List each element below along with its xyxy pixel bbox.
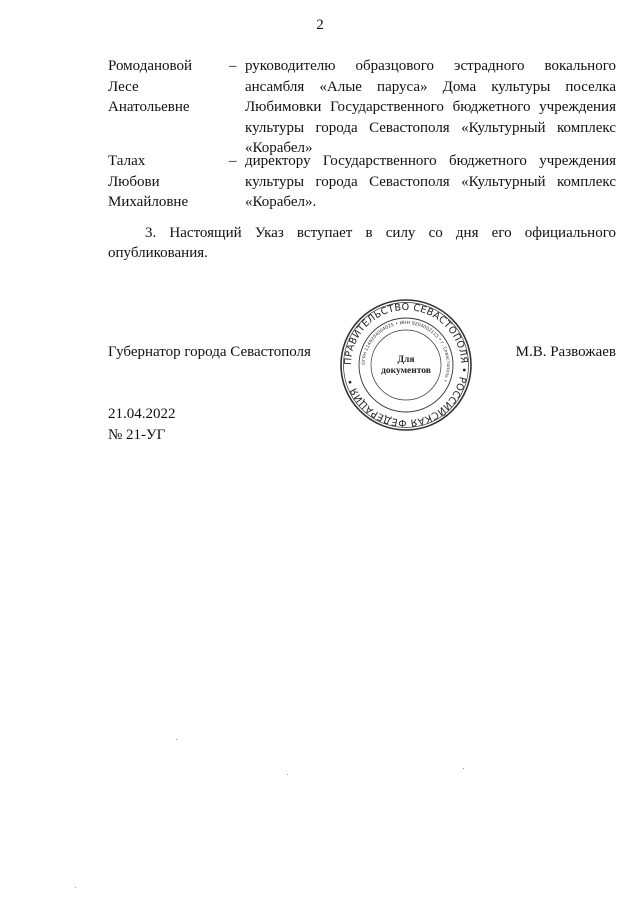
- awardee-1-dash: –: [229, 58, 237, 74]
- awardee-1-surname: Ромодановой: [108, 58, 193, 74]
- scan-speck: [75, 887, 76, 888]
- seal-inner-ring: [371, 330, 441, 400]
- governor-title: Губернатор города Севастополя: [108, 344, 311, 360]
- awardee-2-name: [108, 151, 226, 213]
- awardee-2-desc-line: культуры города Севастополя «Культурный комплекс: [245, 173, 616, 190]
- seal-center-line-2: документов: [381, 366, 431, 376]
- seal-inner-text: ОГРН 1149204004025 • ИНН 9204002115 • г. Севастополь •: [361, 320, 451, 383]
- awardee-1-desc-line: культуры города Севастополя «Культурный комплекс: [245, 119, 616, 136]
- awardee-1-desc-line: Любимовки Государственного бюджетного учреждения: [245, 99, 616, 115]
- awardee-1-desc-line: руководителю образцового эстрадного вокального: [245, 58, 616, 74]
- awardee-2-description: [245, 151, 616, 213]
- awardee-1-desc-line: ансамбля «Алые паруса» Дома культуры поселка: [245, 78, 616, 95]
- scan-speck: [176, 739, 177, 740]
- page-number: 2: [316, 17, 324, 33]
- scan-speck: [463, 768, 464, 769]
- awardee-1-desc-line: «Корабел»: [245, 140, 313, 156]
- document-date: 21.04.2022: [108, 406, 176, 422]
- seal-middle-ring: [359, 318, 453, 412]
- awardee-1-name: [108, 56, 226, 118]
- awardee-2-surname: Талах: [108, 153, 146, 169]
- awardee-1-firstname: Лесе: [108, 78, 139, 95]
- governor-name: М.В. Развожаев: [515, 344, 616, 360]
- paragraph-3-line-1: 3. Настоящий Указ вступает в силу со дня его официального: [145, 225, 616, 241]
- awardee-1-patronymic: Анатольевне: [108, 99, 190, 115]
- seal-outer-text: ПРАВИТЕЛЬСТВО СЕВАСТОПОЛЯ • РОССИЙСКАЯ ФЕДЕРАЦИЯ •: [342, 301, 470, 429]
- awardee-1-description: [245, 56, 616, 159]
- awardee-2-firstname: Любови: [108, 173, 160, 190]
- seal-outer-border: [341, 300, 471, 430]
- paragraph-3-line-2: опубликования.: [108, 245, 208, 261]
- scan-speck: [287, 774, 288, 775]
- awardee-2-dash: –: [229, 153, 237, 169]
- seal-center-line-1: Для: [397, 355, 415, 365]
- document-number: № 21-УГ: [108, 427, 166, 443]
- official-seal: [339, 298, 473, 432]
- awardee-2-desc-line: директору Государственного бюджетного учреждения: [245, 153, 616, 169]
- awardee-2-desc-line: «Корабел».: [245, 194, 317, 210]
- awardee-2-patronymic: Михайловне: [108, 194, 189, 210]
